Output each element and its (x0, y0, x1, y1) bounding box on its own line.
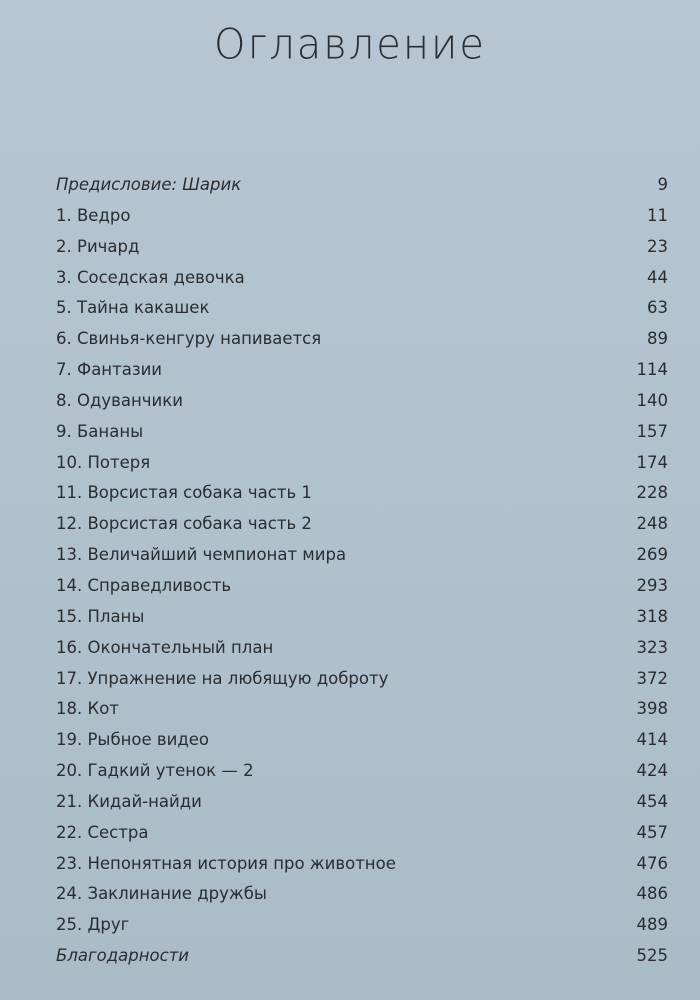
toc-page-number: 486 (636, 884, 668, 904)
toc-page-number: 140 (636, 390, 668, 410)
toc-entry-title: 3. Соседская девочка (56, 267, 245, 287)
toc-entry (56, 448, 668, 479)
page-title: Оглавление (214, 20, 486, 70)
toc-entry-title: 8. Одуванчики (56, 390, 183, 410)
toc-entry (56, 818, 668, 849)
toc-entry (56, 633, 668, 664)
toc-entry-title: 6. Свинья-кенгуру напивается (56, 329, 322, 349)
toc-page-number: 9 (657, 175, 668, 194)
toc-entry (56, 571, 668, 602)
toc-entry (56, 756, 668, 787)
toc-page-number: 63 (647, 298, 668, 318)
toc-entry (56, 879, 668, 910)
toc-entry (56, 509, 668, 540)
toc-entry-title: 21. Кидай-найди (56, 791, 202, 811)
toc-entry (56, 725, 668, 756)
toc-entry-title: 11. Ворсистая собака часть 1 (56, 483, 312, 503)
toc-entry-title: 17. Упражнение на любящую доброту (56, 668, 389, 688)
toc-page-number: 44 (647, 267, 668, 287)
toc-entry (56, 386, 668, 417)
toc-page-number: 89 (647, 329, 668, 349)
toc-entry-title: 9. Бананы (56, 421, 144, 441)
toc-entry (56, 941, 668, 972)
toc-entry (56, 664, 668, 695)
toc-entry (56, 355, 668, 386)
toc-entry-title: 2. Ричард (56, 236, 140, 256)
toc-entry (56, 170, 668, 201)
toc-entry-title: Предисловие: Шарик (56, 175, 242, 194)
toc-entry-title: 12. Ворсистая собака часть 2 (56, 514, 312, 534)
toc-entry-title: 20. Гадкий утенок — 2 (56, 761, 254, 781)
toc-page-number: 489 (636, 915, 668, 935)
toc-entry (56, 293, 668, 324)
toc-page-number: 424 (636, 761, 668, 781)
toc-page-number: 174 (636, 452, 668, 472)
toc-page-number: 11 (647, 205, 668, 225)
toc-entry-title: 7. Фантазии (56, 360, 163, 380)
toc-page-number: 318 (636, 606, 668, 626)
toc-page-number: 114 (636, 360, 668, 380)
toc-entry-title: 16. Окончательный план (56, 637, 274, 657)
toc-entry-title: 10. Потеря (56, 452, 151, 472)
toc-entry-title: 18. Кот (56, 699, 119, 719)
toc-page-number: 476 (636, 853, 668, 873)
toc-entry (56, 263, 668, 294)
toc-entry (56, 694, 668, 725)
toc-entry (56, 232, 668, 263)
toc-page-number: 248 (636, 514, 668, 534)
toc-entry-title: 25. Друг (56, 915, 130, 935)
toc-page-number: 414 (636, 730, 668, 750)
toc-entry-title: 15. Планы (56, 606, 145, 626)
toc-entry (56, 201, 668, 232)
toc-page-number: 293 (636, 575, 668, 595)
table-of-contents (56, 170, 668, 972)
toc-page-number: 323 (636, 637, 668, 657)
toc-entry (56, 910, 668, 941)
toc-entry-title: 14. Справедливость (56, 575, 232, 595)
toc-page-number: 398 (636, 699, 668, 719)
toc-entry-title: 22. Сестра (56, 822, 149, 842)
toc-page-number: 23 (647, 236, 668, 256)
toc-entry-title: 19. Рыбное видео (56, 730, 210, 750)
toc-entry (56, 478, 668, 509)
toc-entry-title: 13. Величайший чемпионат мира (56, 545, 347, 565)
toc-entry-title: 23. Непонятная история про животное (56, 853, 396, 873)
toc-page-number: 269 (636, 545, 668, 565)
toc-entry-title: 24. Заклинание дружбы (56, 884, 267, 904)
toc-entry (56, 540, 668, 571)
toc-entry-title: Благодарности (56, 946, 190, 966)
toc-page-number: 525 (636, 946, 668, 966)
toc-entry (56, 324, 668, 355)
toc-page-number: 372 (636, 668, 668, 688)
toc-entry-title: 5. Тайна какашек (56, 298, 210, 318)
toc-page-number: 454 (636, 791, 668, 811)
toc-page-number: 228 (636, 483, 668, 503)
toc-entry (56, 417, 668, 448)
toc-entry (56, 787, 668, 818)
toc-page-number: 157 (636, 421, 668, 441)
toc-entry (56, 602, 668, 633)
toc-entry-title: 1. Ведро (56, 205, 131, 225)
toc-entry (56, 849, 668, 880)
toc-page-number: 457 (636, 822, 668, 842)
